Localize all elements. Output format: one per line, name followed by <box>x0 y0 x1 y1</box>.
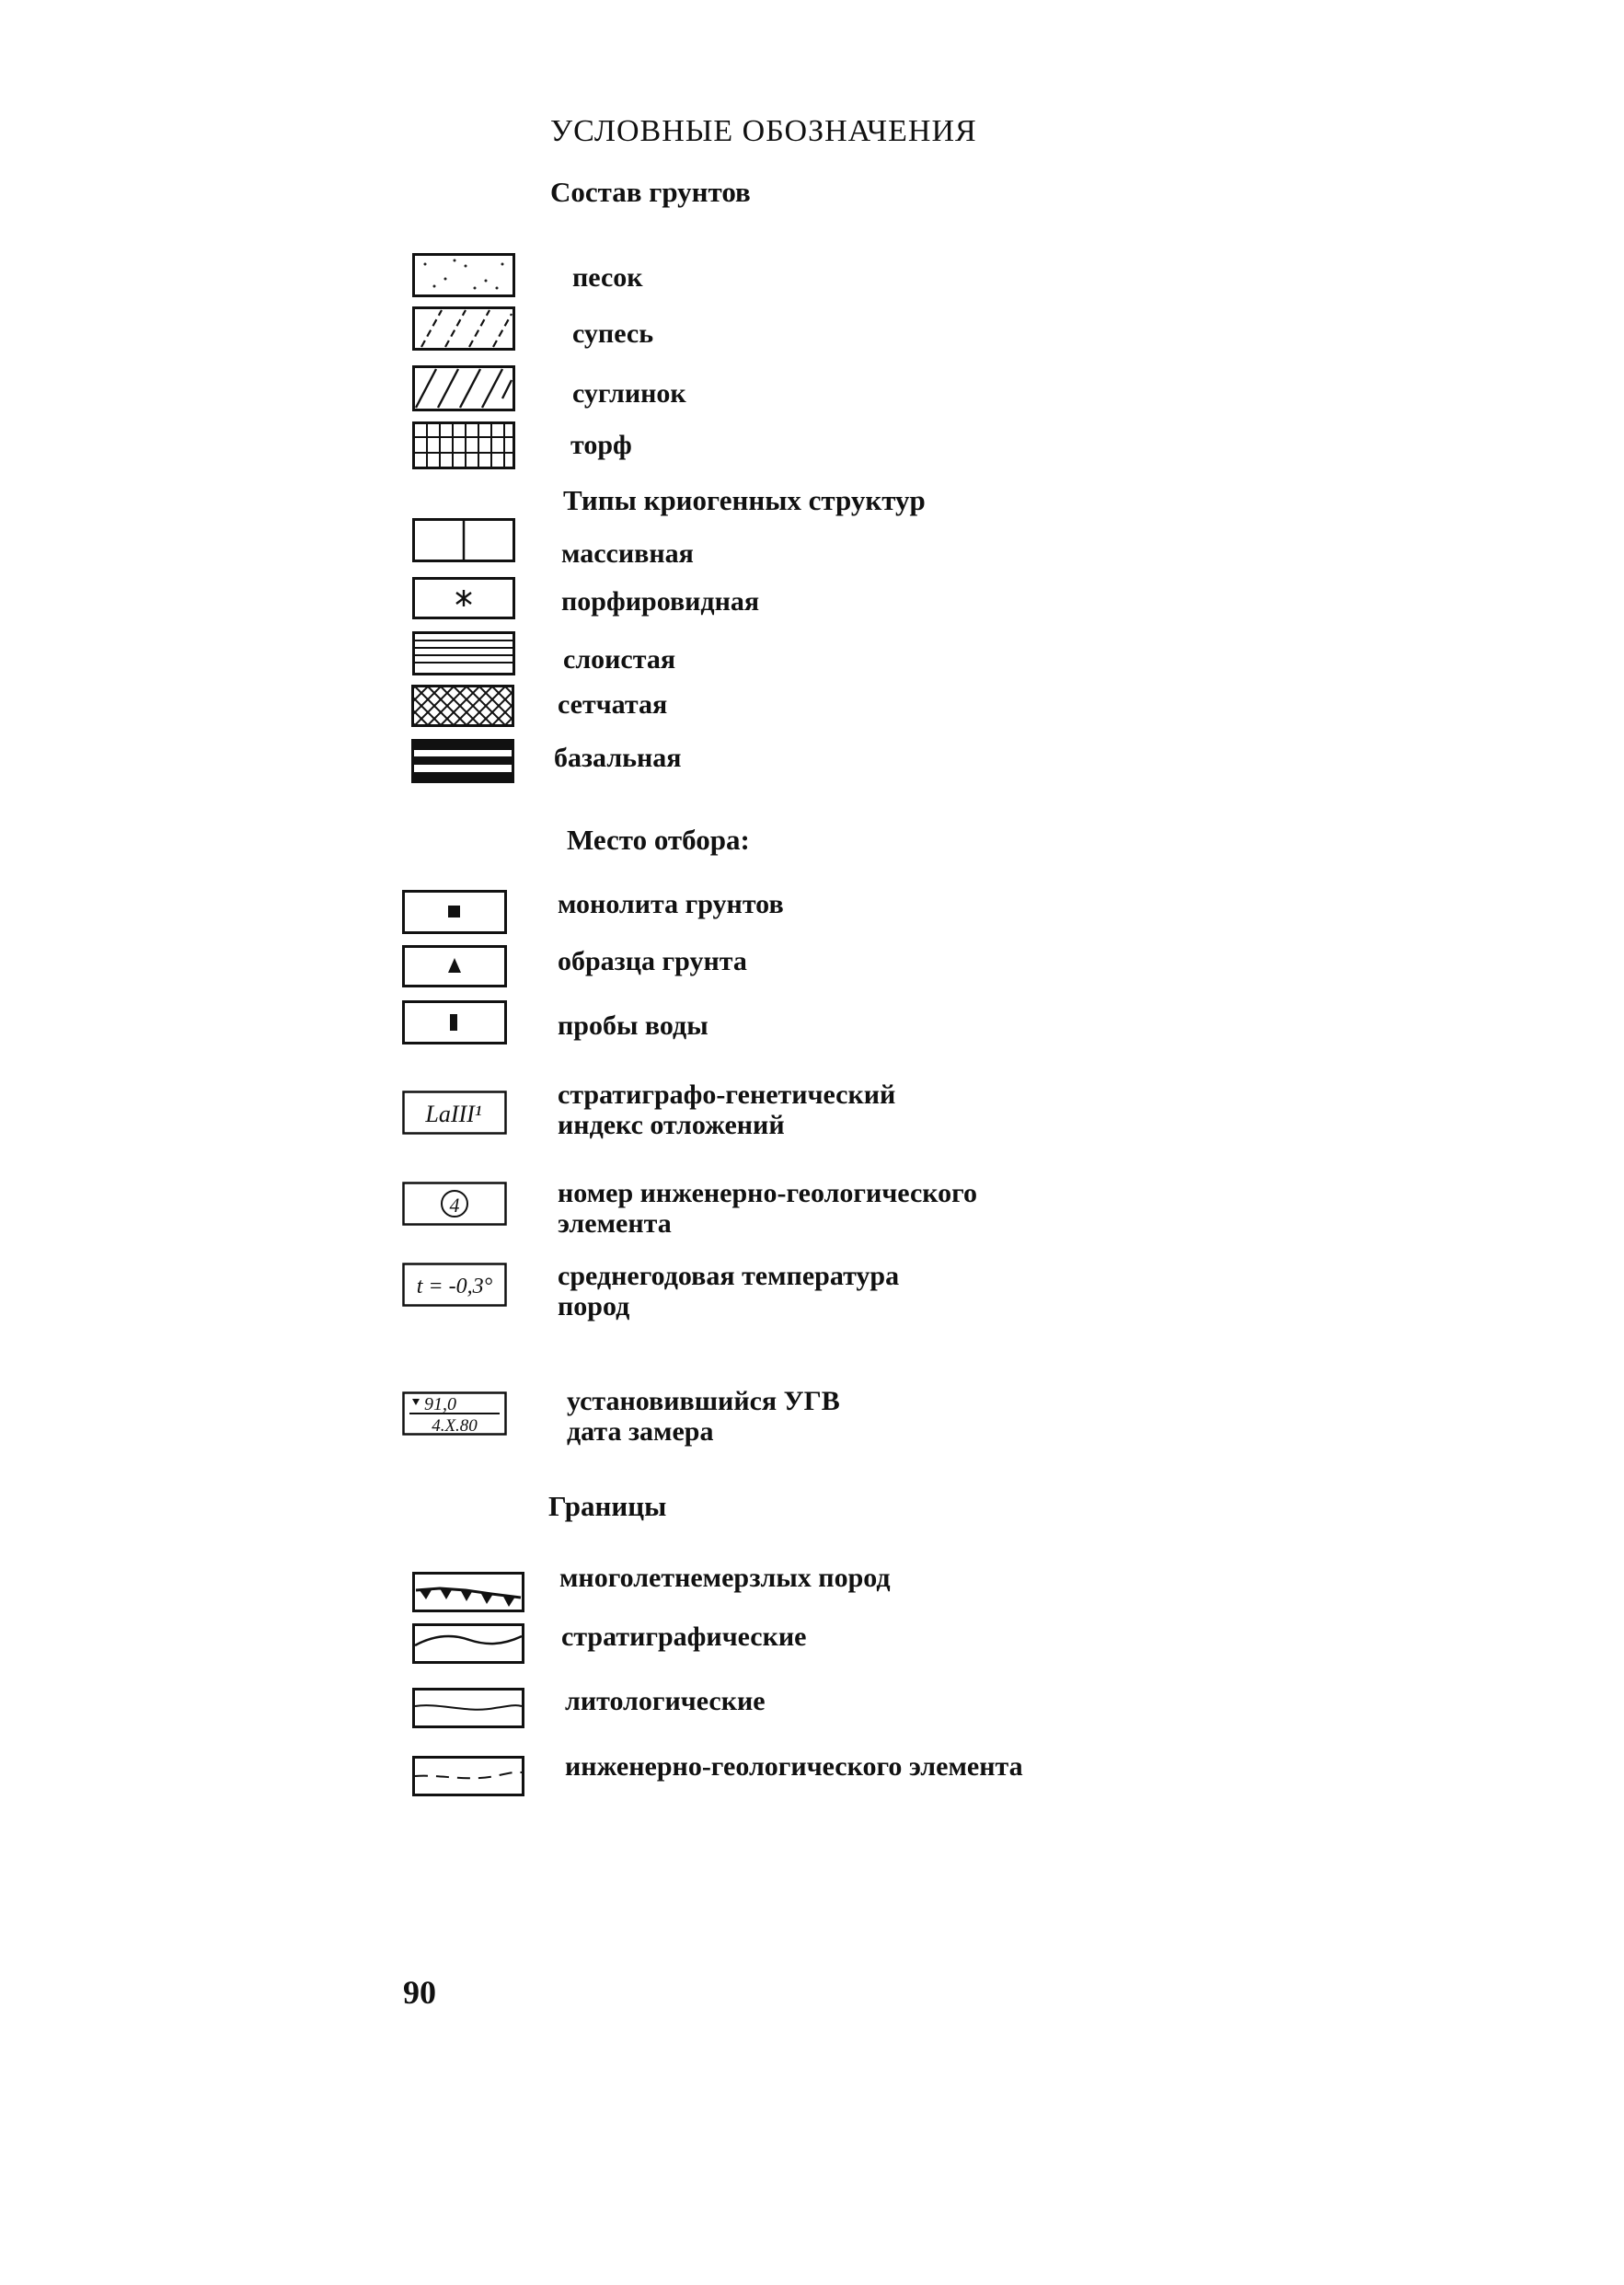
stratigraphic-index-symbol <box>402 1091 507 1135</box>
permafrost-boundary-icon <box>412 1572 524 1612</box>
legend-label: базальная <box>554 743 682 773</box>
massive-structure-icon <box>412 518 515 562</box>
legend-label: песок <box>572 262 643 293</box>
legend-label-line: пород <box>558 1291 630 1321</box>
temperature-text: t = -0,3° <box>416 1275 493 1298</box>
stratigraphic-index-text: LaIII¹ <box>425 1101 482 1127</box>
legend-label-line: дата замера <box>567 1416 714 1447</box>
legend-label-line: установившийся УГВ <box>567 1386 840 1416</box>
legend-label: образца грунта <box>558 946 747 976</box>
legend-label-line: среднегодовая температура <box>558 1261 900 1291</box>
legend-label-multiline <box>558 1261 899 1321</box>
legend-label-multiline <box>567 1386 840 1447</box>
page-title: УСЛОВНЫЕ ОБОЗНАЧЕНИЯ <box>550 114 977 148</box>
element-number-symbol <box>402 1182 507 1226</box>
temperature-symbol <box>402 1263 507 1307</box>
legend-label: пробы воды <box>558 1010 708 1041</box>
groundwater-level-value: 91,0 <box>424 1394 456 1414</box>
lithologic-boundary-icon <box>412 1688 524 1728</box>
loam-pattern-icon <box>412 365 515 411</box>
element-number-text: 4 <box>449 1194 460 1217</box>
section-heading-sampling: Место отбора: <box>567 824 750 856</box>
porphyritic-structure-icon <box>412 577 515 619</box>
legend-label-multiline <box>558 1178 977 1239</box>
stratigraphic-boundary-icon <box>412 1623 524 1664</box>
legend-label-line: номер инженерно-геологического <box>558 1178 978 1208</box>
legend-label-line: стратиграфо-генетический <box>558 1079 896 1110</box>
legend-label: инженерно-геологического элемента <box>565 1751 1023 1782</box>
sand-pattern-icon <box>412 253 515 297</box>
legend-label-line: индекс отложений <box>558 1110 785 1140</box>
groundwater-level-date: 4.X.80 <box>432 1416 478 1436</box>
legend-label: литологические <box>565 1686 766 1716</box>
legend-label: стратиграфические <box>561 1621 807 1652</box>
bar-marker-icon <box>402 1000 507 1044</box>
basal-structure-icon <box>411 739 514 783</box>
legend-label: массивная <box>561 538 694 569</box>
legend-label: суглинок <box>572 378 686 409</box>
section-heading-bounds: Границы <box>548 1490 667 1522</box>
legend-label: многолетнемерзлых пород <box>559 1563 891 1593</box>
legend-label: слоистая <box>563 644 676 675</box>
sandy-loam-pattern-icon <box>412 306 515 351</box>
engineering-element-boundary-icon <box>412 1756 524 1796</box>
legend-label: порфировидная <box>561 586 760 617</box>
legend-label: супесь <box>572 318 654 349</box>
legend-label-line: элемента <box>558 1208 672 1239</box>
section-heading-soil: Состав грунтов <box>550 176 751 208</box>
triangle-marker-icon <box>402 945 507 987</box>
square-marker-icon <box>402 890 507 934</box>
reticulate-structure-icon <box>411 685 514 727</box>
legend-label: сетчатая <box>558 689 668 720</box>
legend-label: монолита грунтов <box>558 889 784 919</box>
legend-label: торф <box>570 430 632 460</box>
section-heading-cryo: Типы криогенных структур <box>563 484 926 516</box>
peat-pattern-icon <box>412 421 515 469</box>
layered-structure-icon <box>412 631 515 675</box>
page-number: 90 <box>403 1974 436 2011</box>
groundwater-level-symbol <box>402 1391 507 1436</box>
legend-label-multiline <box>558 1079 895 1140</box>
